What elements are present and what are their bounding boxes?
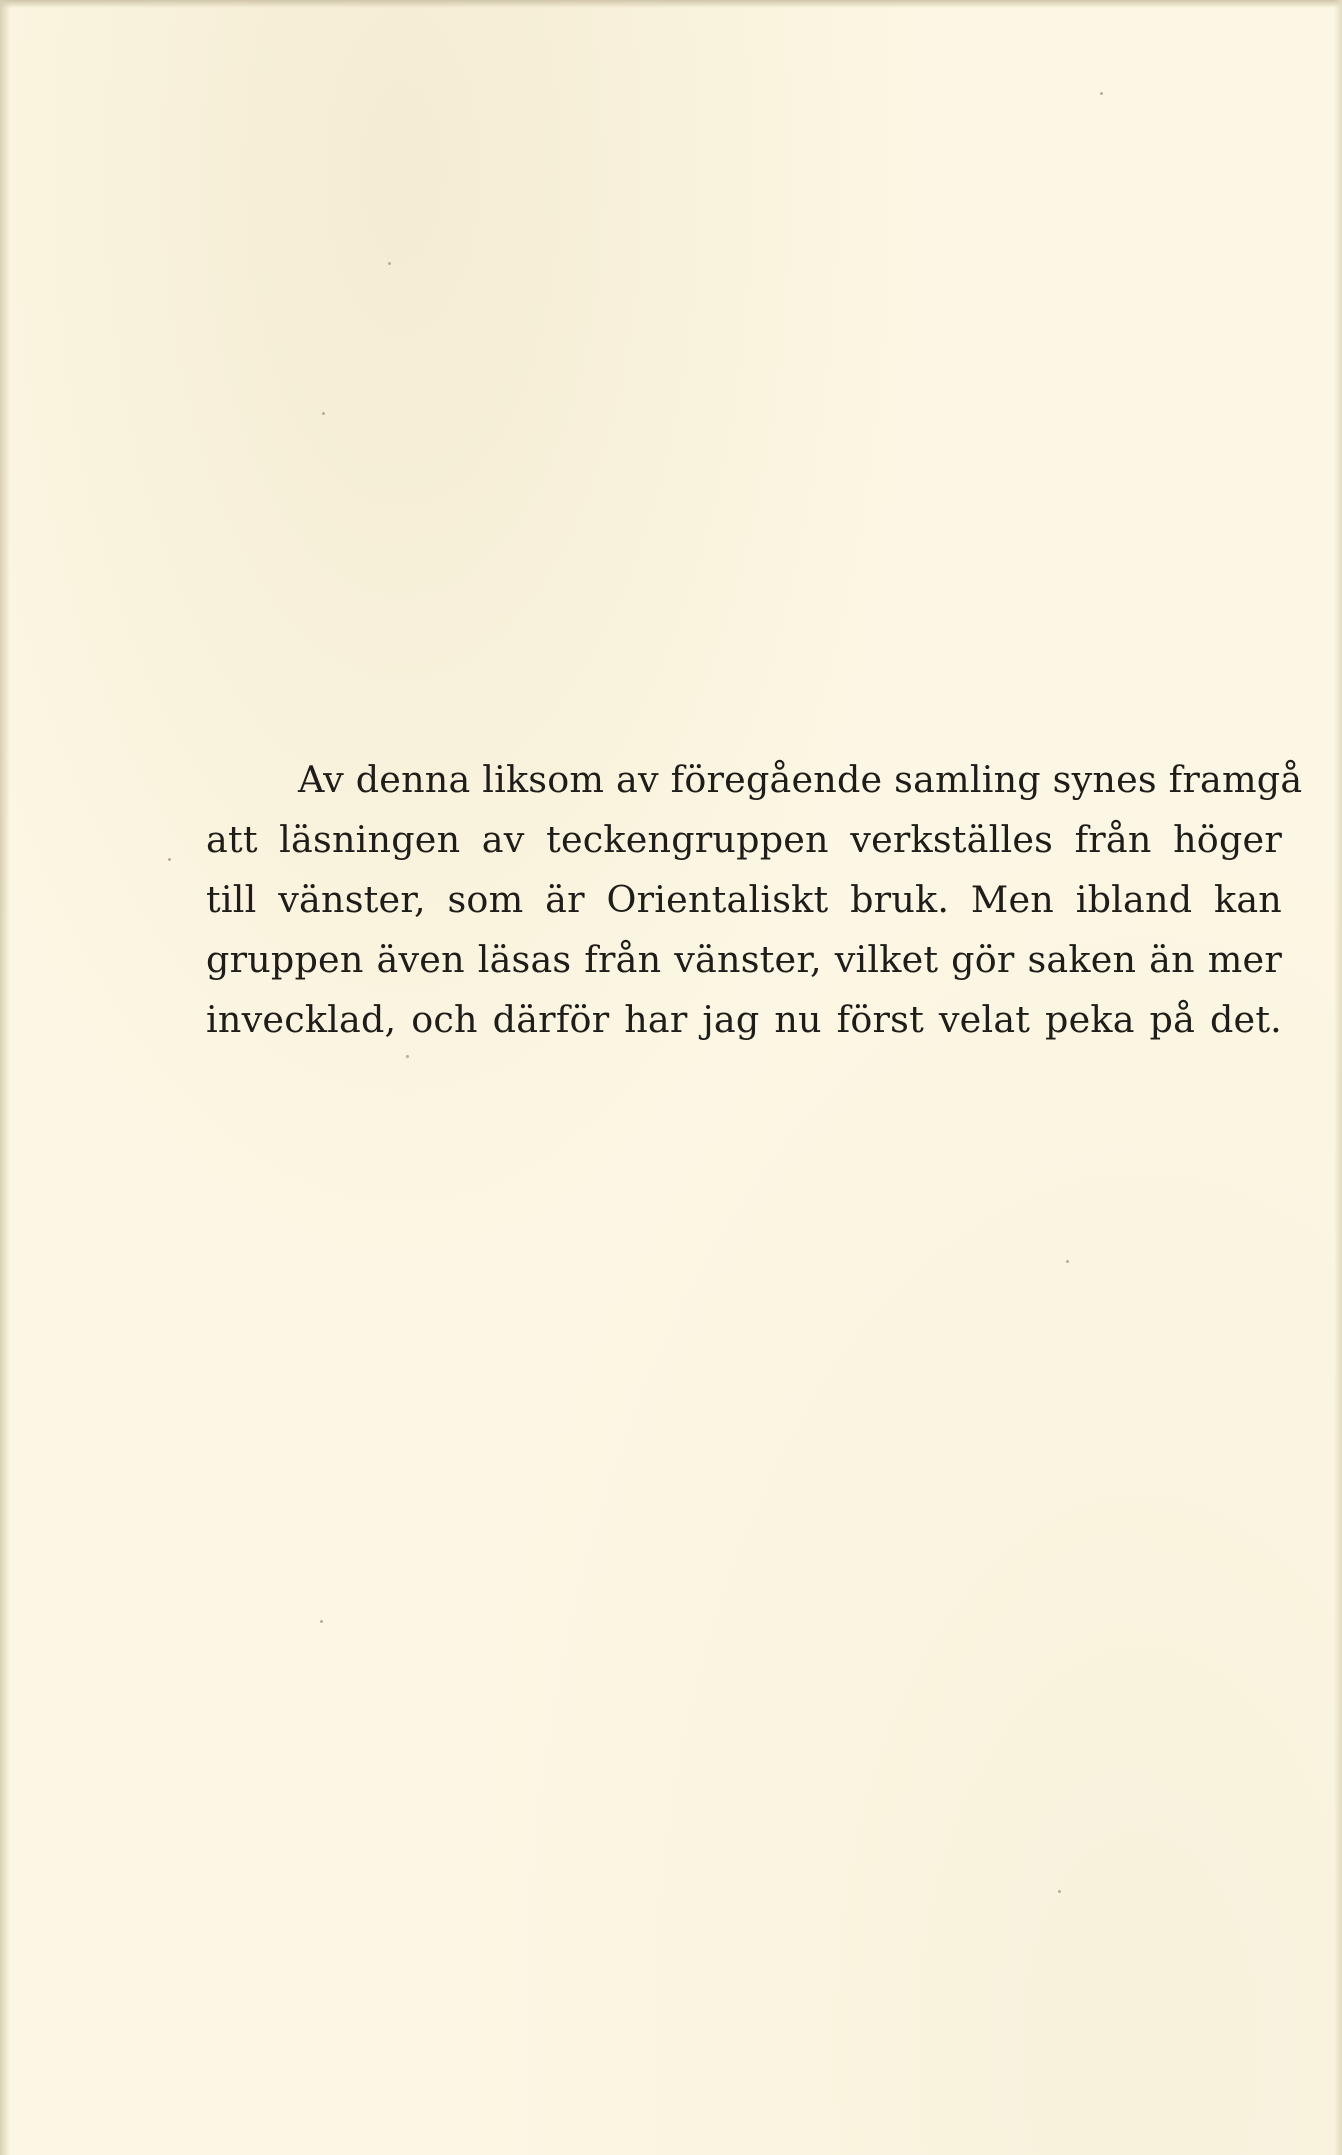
paper-edge-right [1334,0,1342,2155]
body-paragraph [206,750,1303,1050]
paper-speck [406,1055,409,1058]
paper-speck [388,262,391,265]
paper-speck [322,412,325,415]
paragraph-line: till vänster, som är Orientaliskt bruk. Men ibland kan [206,878,1282,921]
paragraph-line: invecklad, och därför har jag nu först velat peka på det. [206,998,1282,1041]
paper-speck [1058,1890,1061,1893]
paper-edge-top [0,0,1342,8]
paper-speck [1100,92,1103,95]
paper-speck [320,1620,323,1623]
paper-speck [168,858,171,861]
paragraph-line: Av denna liksom av föregående samling synes framgå [298,758,1303,801]
paragraph-line: gruppen även läsas från vänster, vilket gör saken än mer [206,938,1282,981]
paper-edge-left [0,0,10,2155]
paragraph-line: att läsningen av teckengruppen verkställes från höger [206,818,1282,861]
paper-speck [1066,1260,1069,1263]
